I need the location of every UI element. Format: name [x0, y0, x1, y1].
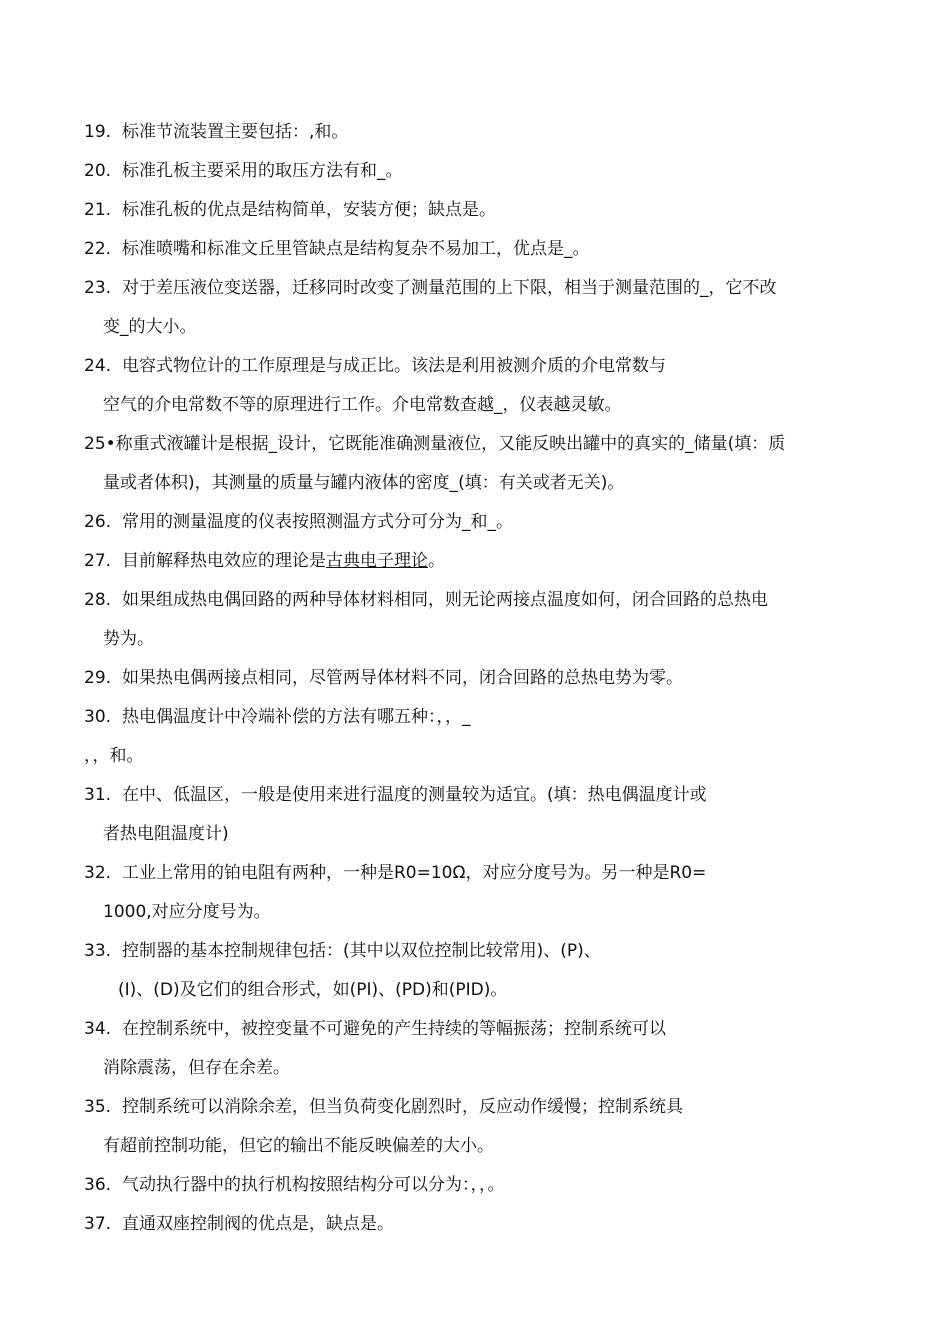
question-text: (I)、(D)及它们的组合形式，如(PI)、(PD)和(PID)。 — [118, 980, 508, 1000]
question-text: 量或者体积)，其测量的质量与罐内液体的密度_(填：有关或者无关)。 — [103, 473, 625, 493]
question-text: 势为。 — [103, 629, 154, 649]
question-23-continuation — [84, 308, 884, 347]
question-32-continuation — [84, 893, 884, 932]
question-33-continuation — [84, 971, 884, 1010]
question-31-continuation — [84, 815, 884, 854]
question-24 — [84, 347, 884, 386]
question-text: 者热电阻温度计) — [103, 824, 229, 844]
underlined-answer: 古典电子理论 — [326, 551, 428, 571]
question-number: 35. — [84, 1097, 112, 1117]
question-26 — [84, 503, 884, 542]
question-33 — [84, 932, 884, 971]
question-number: 21. — [84, 200, 112, 220]
question-21 — [84, 191, 884, 230]
question-number: 19. — [84, 122, 112, 142]
question-text: ，，和。 — [84, 746, 144, 766]
question-28 — [84, 581, 884, 620]
question-24-continuation — [84, 386, 884, 425]
question-25 — [84, 425, 884, 464]
question-number: 27. — [84, 551, 112, 571]
question-23 — [84, 269, 884, 308]
question-number: 26. — [84, 512, 112, 532]
question-number: 34. — [84, 1019, 112, 1039]
question-35-continuation — [84, 1127, 884, 1166]
question-36 — [84, 1166, 884, 1205]
question-text: 电容式物位计的工作原理是与成正比。该法是利用被测介质的介电常数与 — [122, 356, 666, 376]
question-text: 如果组成热电偶回路的两种导体材料相同，则无论两接点温度如何，闭合回路的总热电 — [122, 590, 768, 610]
question-text: 热电偶温度计中冷端补偿的方法有哪五种：，，_ — [122, 707, 471, 727]
question-text: 控制器的基本控制规律包括：(其中以双位控制比较常用)、(P)、 — [122, 941, 601, 961]
question-number: 23. — [84, 278, 112, 298]
question-text: 在中、低温区，一般是使用来进行温度的测量较为适宜。(填：热电偶温度计或 — [122, 785, 707, 805]
question-30 — [84, 698, 884, 737]
question-28-continuation — [84, 620, 884, 659]
question-text: 变_的大小。 — [103, 317, 197, 337]
question-29 — [84, 659, 884, 698]
question-number: 31. — [84, 785, 112, 805]
question-34 — [84, 1010, 884, 1049]
question-35 — [84, 1088, 884, 1127]
question-text: 标准节流装置主要包括：,和。 — [122, 122, 349, 142]
question-20 — [84, 152, 884, 191]
question-text: 对于差压液位变送器，迁移同时改变了测量范围的上下限，相当于测量范围的_，它不改 — [122, 278, 777, 298]
question-text: 标准孔板主要采用的取压方法有和_。 — [122, 161, 403, 181]
question-number: 36. — [84, 1175, 112, 1195]
question-number: 24. — [84, 356, 112, 376]
question-number: 33. — [84, 941, 112, 961]
question-number: 20. — [84, 161, 112, 181]
question-34-continuation — [84, 1049, 884, 1088]
question-text: 空气的介电常数不等的原理进行工作。介电常数查越_，仪表越灵敏。 — [103, 395, 622, 415]
question-text: 控制系统可以消除余差，但当负荷变化剧烈时，反应动作缓慢；控制系统具 — [122, 1097, 683, 1117]
question-list — [84, 113, 884, 1244]
question-27 — [84, 542, 884, 581]
question-text: 有超前控制功能，但它的输出不能反映偏差的大小。 — [103, 1136, 494, 1156]
question-number: 32. — [84, 863, 112, 883]
question-number: 29. — [84, 668, 112, 688]
question-text: 称重式液罐计是根据_设计，它既能准确测量液位，又能反映出罐中的真实的_储量(填：质 — [115, 434, 786, 454]
question-number: 37. — [84, 1214, 112, 1234]
question-text: 目前解释热电效应的理论是 — [122, 551, 326, 571]
question-number: 22. — [84, 239, 112, 259]
question-text: 在控制系统中，被控变量不可避免的产生持续的等幅振荡；控制系统可以 — [122, 1019, 666, 1039]
question-number: 30. — [84, 707, 112, 727]
question-text: 消除震荡，但存在余差。 — [103, 1058, 290, 1078]
question-text: 标准喷嘴和标准文丘里管缺点是结构复杂不易加工，优点是_。 — [122, 239, 590, 259]
question-text: 如果热电偶两接点相同，尽管两导体材料不同，闭合回路的总热电势为零。 — [122, 668, 683, 688]
question-text: 标准孔板的优点是结构简单，安装方便；缺点是。 — [122, 200, 496, 220]
question-number: 25• — [84, 434, 116, 454]
question-text: 1000,对应分度号为。 — [103, 902, 271, 922]
question-19 — [84, 113, 884, 152]
question-text-suffix: 。 — [428, 551, 445, 571]
question-text: 常用的测量温度的仪表按照测温方式分可分为_和_。 — [122, 512, 513, 532]
question-22 — [84, 230, 884, 269]
question-25-continuation — [84, 464, 884, 503]
question-37 — [84, 1205, 884, 1244]
question-31 — [84, 776, 884, 815]
question-32 — [84, 854, 884, 893]
question-text: 直通双座控制阀的优点是，缺点是。 — [122, 1214, 394, 1234]
question-number: 28. — [84, 590, 112, 610]
question-30-continuation — [84, 737, 884, 776]
question-text: 工业上常用的铂电阻有两种，一种是R0=10Ω，对应分度号为。另一种是R0= — [122, 863, 707, 883]
question-text: 气动执行器中的执行机构按照结构分可以分为：，，。 — [122, 1175, 505, 1195]
